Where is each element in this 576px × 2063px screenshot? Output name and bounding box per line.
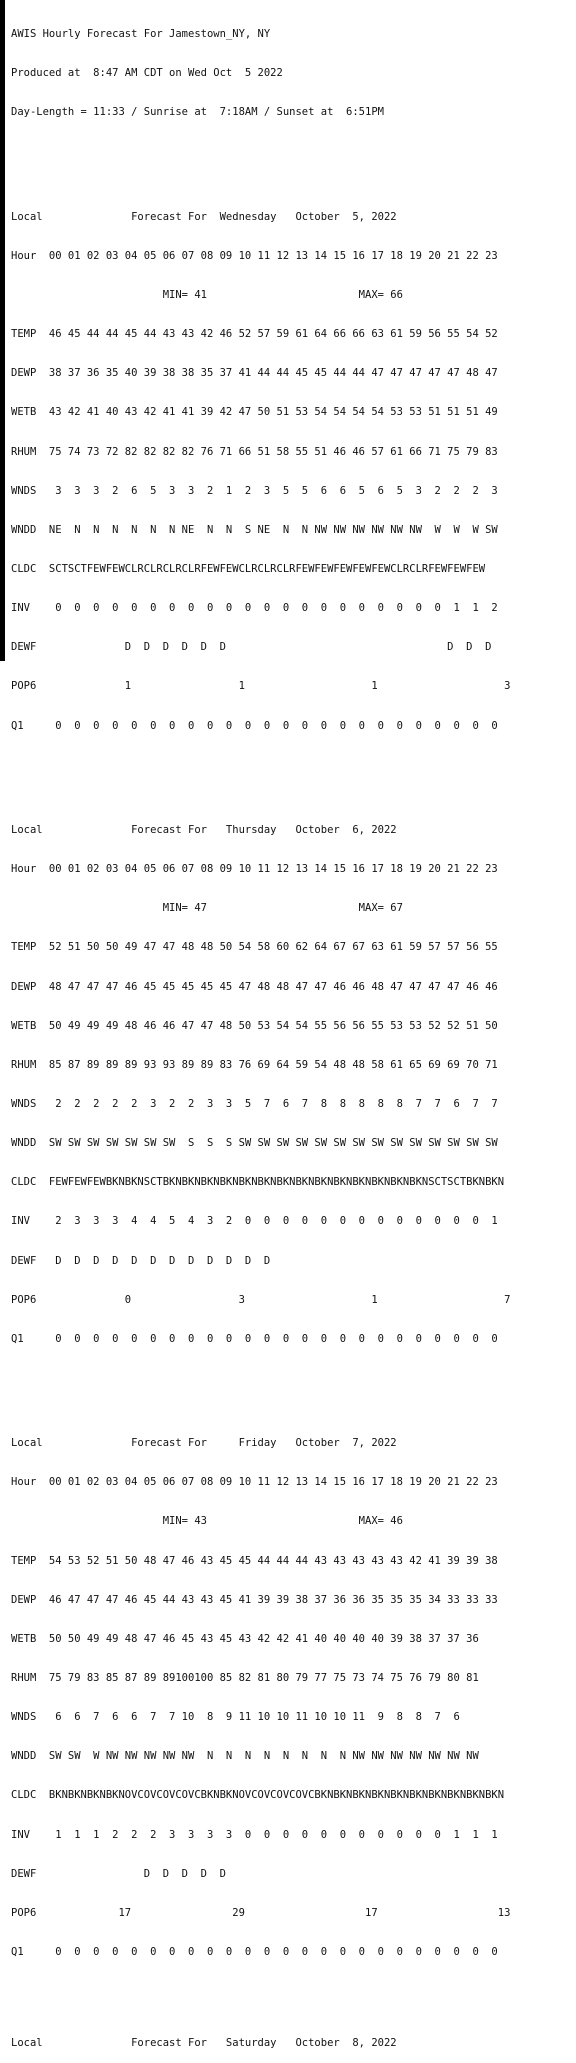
hour-header-row: Hour 00 01 02 03 04 05 06 07 08 09 10 11 12 13 14 15 16 17 18 19 20 21 22 23 xyxy=(11,863,498,876)
hour-header-row: Hour 00 01 02 03 04 05 06 07 08 09 10 11 12 13 14 15 16 17 18 19 20 21 22 23 xyxy=(11,249,498,262)
pop6-row: POP6 1 1 1 3 xyxy=(11,680,511,693)
q1-row: Q1 0 0 0 0 0 0 0 0 0 0 0 0 0 0 0 0 0 0 0 0 0 0 0 0 xyxy=(11,719,498,732)
wndd-row: WNDD SW SW SW SW SW SW SW S S S SW SW SW SW SW SW SW SW SW SW SW SW SW SW xyxy=(11,1137,498,1150)
wndd-row: WNDD SW SW W NW NW NW NW NW N N N N N N N N NW NW NW NW NW NW NW xyxy=(11,1750,479,1763)
dewp-row: DEWP 46 47 47 47 46 45 44 43 43 45 41 39 39 38 37 36 36 35 35 35 34 33 33 33 xyxy=(11,1593,498,1606)
produced-timestamp: Produced at 8:47 AM CDT on Wed Oct 5 2022 xyxy=(11,67,283,80)
day-length-info: Day-Length = 11:33 / Sunrise at 7:18AM / Sunset at 6:51PM xyxy=(11,106,384,119)
wnds-row: WNDS 3 3 3 2 6 5 3 3 2 1 2 3 5 5 6 6 5 6 5 3 2 2 2 3 xyxy=(11,484,498,497)
pop6-row: POP6 17 29 17 13 xyxy=(11,1906,511,1919)
q1-row: Q1 0 0 0 0 0 0 0 0 0 0 0 0 0 0 0 0 0 0 0 0 0 0 0 0 xyxy=(11,1945,498,1958)
spacer-line xyxy=(11,1372,510,1385)
spacer-line xyxy=(11,759,510,772)
q1-row: Q1 0 0 0 0 0 0 0 0 0 0 0 0 0 0 0 0 0 0 0 0 0 0 0 0 xyxy=(11,1332,498,1345)
dewf-row: DEWF D D D D D xyxy=(11,1867,226,1880)
temp-row: TEMP 54 53 52 51 50 48 47 46 43 45 45 44 44 44 43 43 43 43 43 42 41 39 39 38 xyxy=(11,1554,498,1567)
spacer-line xyxy=(11,1985,510,1998)
wetb-row: WETB 43 42 41 40 43 42 41 41 39 42 47 50 51 53 54 54 54 54 53 53 51 51 51 49 xyxy=(11,406,498,419)
inv-row: INV 2 3 3 3 4 4 5 4 3 2 0 0 0 0 0 0 0 0 0 0 0 0 0 1 xyxy=(11,1215,498,1228)
wetb-row: WETB 50 49 49 49 48 46 46 47 47 48 50 53 54 54 55 56 56 55 53 53 52 52 51 50 xyxy=(11,1019,498,1032)
spacer-line xyxy=(11,146,510,159)
day-title: Local Forecast For Friday October 7, 2022 xyxy=(11,1437,397,1450)
cldc-row: CLDC SCTSCTFEWFEWCLRCLRCLRCLRFEWFEWCLRCLRCLRFEWFEWFEWFEWFEWCLRCLRFEWFEWFEW xyxy=(11,563,486,576)
wnds-row: WNDS 6 6 7 6 6 7 7 10 8 9 11 10 10 11 10 10 11 9 8 8 7 6 xyxy=(11,1711,460,1724)
pop6-row: POP6 0 3 1 7 xyxy=(11,1293,511,1306)
wetb-row: WETB 50 50 49 49 48 47 46 45 43 45 43 42 42 41 40 40 40 40 39 38 37 37 36 xyxy=(11,1632,479,1645)
dewf-row: DEWF D D D D D D D D D D D D xyxy=(11,1254,271,1267)
next-day-title-partial: Local Forecast For Saturday October 8, 2022 xyxy=(11,2037,397,2050)
inv-row: INV 1 1 1 2 2 2 3 3 3 3 0 0 0 0 0 0 0 0 0 0 0 1 1 1 xyxy=(11,1828,498,1841)
min-max-row: MIN= 43 MAX= 46 xyxy=(11,1515,403,1528)
cldc-row: CLDC FEWFEWFEWBKNBKNSCTBKNBKNBKNBKNBKNBKNBKNBKNBKNBKNBKNBKNBKNBKNSCTSCTBKNBKN xyxy=(11,1176,505,1189)
wndd-row: WNDD NE N N N N N N NE N N S NE N N NW NW NW NW NW NW W W W SW xyxy=(11,523,498,536)
min-max-row: MIN= 47 MAX= 67 xyxy=(11,902,403,915)
min-max-row: MIN= 41 MAX= 66 xyxy=(11,289,403,302)
dewp-row: DEWP 38 37 36 35 40 39 38 38 35 37 41 44 44 45 45 44 44 47 47 47 47 47 48 47 xyxy=(11,367,498,380)
left-edge-bar xyxy=(0,0,5,661)
dewf-row: DEWF D D D D D D D D D xyxy=(11,641,492,654)
wnds-row: WNDS 2 2 2 2 2 3 2 2 3 3 5 7 6 7 8 8 8 8 8 7 7 6 7 7 xyxy=(11,1097,498,1110)
inv-row: INV 0 0 0 0 0 0 0 0 0 0 0 0 0 0 0 0 0 0 0 0 0 1 1 2 xyxy=(11,602,498,615)
temp-row: TEMP 52 51 50 50 49 47 47 48 48 50 54 58 60 62 64 67 67 63 61 59 57 57 56 55 xyxy=(11,941,498,954)
dewp-row: DEWP 48 47 47 47 46 45 45 45 45 45 47 48 48 47 47 46 46 48 47 47 47 47 46 46 xyxy=(11,980,498,993)
rhum-row: RHUM 75 74 73 72 82 82 82 82 76 71 66 51 58 55 51 46 46 57 61 66 71 75 79 83 xyxy=(11,445,498,458)
hour-header-row: Hour 00 01 02 03 04 05 06 07 08 09 10 11 12 13 14 15 16 17 18 19 20 21 22 23 xyxy=(11,1476,498,1489)
rhum-row: RHUM 75 79 83 85 87 89 89100100 85 82 81 80 79 77 75 73 74 75 76 79 80 81 xyxy=(11,1672,479,1684)
day-title: Local Forecast For Wednesday October 5, 2022 xyxy=(11,210,397,223)
temp-row: TEMP 46 45 44 44 45 44 43 43 42 46 52 57 59 61 64 66 66 63 61 59 56 55 54 52 xyxy=(11,328,498,341)
report-title: AWIS Hourly Forecast For Jamestown_NY, NY xyxy=(11,28,271,41)
cldc-row: CLDC BKNBKNBKNBKNOVCOVCOVCOVCBKNBKNOVCOVCOVCOVCBKNBKNBKNBKNBKNBKNBKNBKNBKNBKN xyxy=(11,1789,505,1802)
forecast-text-document xyxy=(11,2,510,2063)
day-title: Local Forecast For Thursday October 6, 2022 xyxy=(11,823,397,836)
rhum-row: RHUM 85 87 89 89 89 93 93 89 89 83 76 69 64 59 54 48 48 58 61 65 69 69 70 71 xyxy=(11,1058,498,1071)
